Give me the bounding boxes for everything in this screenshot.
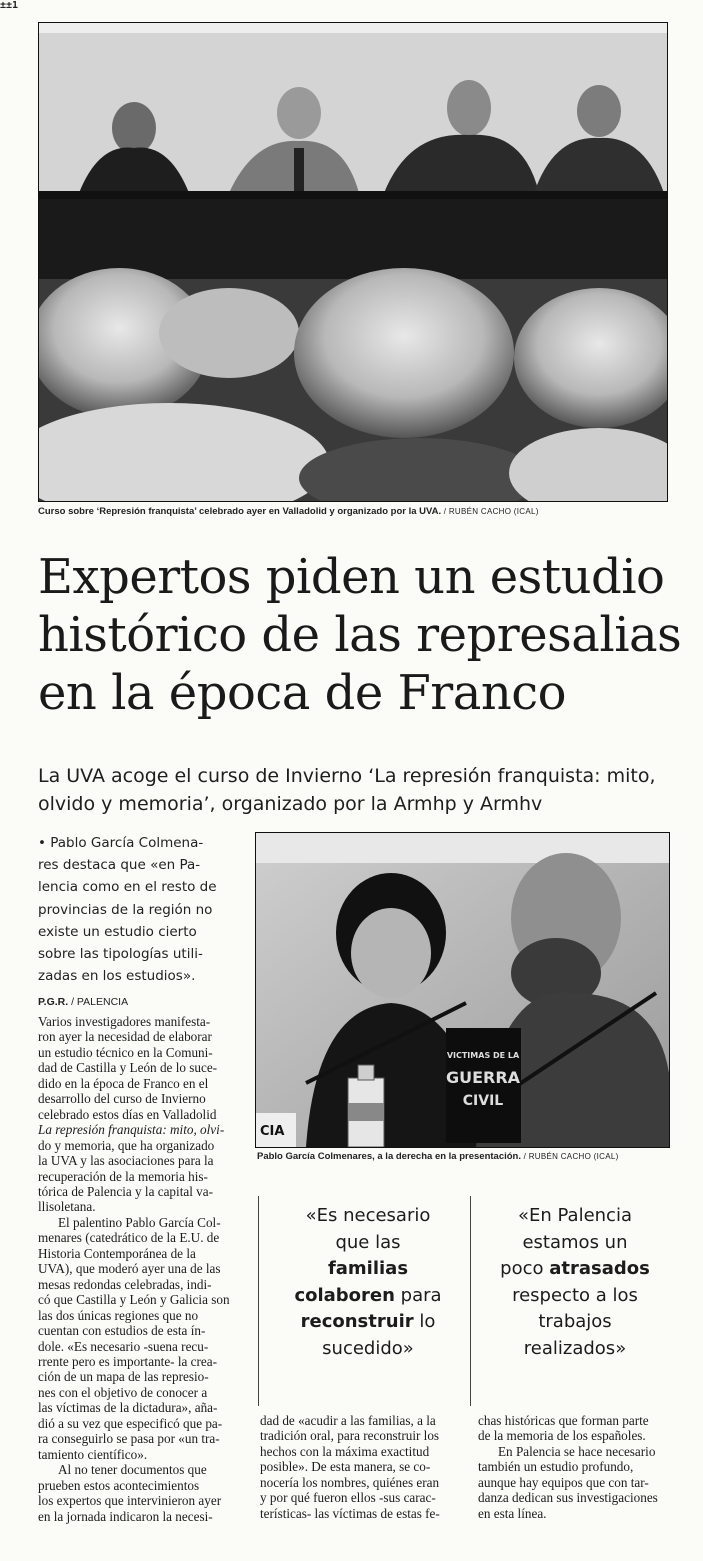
body-line: rrente pero es importante- la crea-	[38, 1353, 218, 1369]
lead-line: res destaca que «en Pa-	[38, 857, 201, 874]
body-line: en esta línea.	[478, 1505, 547, 1521]
body-line: prueben estos acontecimientos	[38, 1477, 200, 1493]
body-line: Varios investigadores manifesta-	[38, 1014, 211, 1029]
byline	[38, 996, 128, 1008]
body-line: La represión franquista: mito, olvi-	[38, 1122, 225, 1138]
subheadline-line: La UVA acoge el curso de Invierno ‘La represión franquista: mito,	[38, 765, 656, 787]
headline-line: en la época de Franco	[38, 665, 567, 721]
body-line: también un estudio profundo,	[478, 1459, 634, 1475]
lead-line: sobre las tipologías utili-	[38, 946, 203, 963]
byline-author: P.G.R.	[38, 996, 69, 1008]
body-line: ción de un mapa de las represio-	[38, 1369, 209, 1385]
pull-quote-text: poco	[500, 1258, 550, 1279]
book-title-text-3: CIVIL	[462, 1093, 504, 1109]
pull-quote-line: respecto a los	[512, 1284, 638, 1306]
top-photo-caption-text: Curso sobre ‘Represión franquista’ celebrado ayer en Valladolid y organizado por la UVA.	[38, 506, 442, 517]
body-line: desarrollo del curso de Invierno	[38, 1091, 206, 1107]
pull-quote-2	[480, 1203, 670, 1362]
pull-quote-line: realizados»	[523, 1337, 627, 1359]
side-photo-caption-text: Pablo García Colmenares, a la derecha en la presentación.	[257, 1151, 522, 1162]
body-line: celebrado estos días en Valladolid	[38, 1106, 217, 1122]
pull-quote-text: lo	[413, 1311, 436, 1332]
banner-text: CIA	[260, 1124, 285, 1139]
page-number-mark: ±±1	[0, 0, 19, 11]
lead-line: • Pablo García Colmena-	[38, 835, 204, 851]
body-line: recuperación de la memoria his-	[38, 1168, 208, 1184]
pull-quote-emphasis: colaboren	[294, 1284, 395, 1306]
body-line: dad de «acudir a las familias, a la	[260, 1413, 436, 1428]
lead-line: existe un estudio cierto	[38, 923, 197, 940]
book-title-text: VICTIMAS DE LA	[446, 1051, 520, 1060]
body-line: danza dedican sus investigaciones	[478, 1490, 658, 1506]
side-photo	[255, 832, 670, 1148]
body-line: nes con el objetivo de conocer a	[38, 1384, 208, 1400]
pull-quote-line: estamos un	[522, 1231, 628, 1253]
body-line: las dos únicas regiones que no	[38, 1307, 199, 1323]
body-column-2	[260, 1413, 460, 1521]
body-line: dole. «Es necesario -suena recu-	[38, 1338, 209, 1354]
book-title-text-2: GUERRA	[445, 1068, 521, 1087]
body-line: y por qué fueron ellos -sus carac-	[260, 1490, 436, 1506]
pull-quote-emphasis: familias	[327, 1258, 409, 1279]
column-divider	[470, 1196, 471, 1406]
body-line: hechos con la máxima exactitud	[260, 1443, 430, 1459]
body-line: menares (catedrático de la E.U. de	[38, 1230, 220, 1246]
pull-quote-text: para	[394, 1284, 442, 1306]
body-line: dad de Castilla y León de lo suce-	[38, 1060, 218, 1076]
body-line: las víctimas de la dictadura», aña-	[38, 1400, 218, 1416]
body-line: mesas redondas celebradas, indi-	[38, 1276, 212, 1292]
body-line: tórica de Palencia y la capital va-	[38, 1183, 214, 1199]
body-line: tamiento científico».	[38, 1446, 148, 1462]
pull-quote-line: «Es necesario	[305, 1205, 431, 1226]
body-line: en la jornada indicaron la necesi-	[38, 1508, 213, 1524]
body-line: la UVA y las asociaciones para la	[38, 1153, 214, 1169]
body-line: posible». De esta manera, se co-	[260, 1459, 431, 1475]
body-column-3	[478, 1413, 667, 1521]
top-photo-caption	[38, 506, 539, 517]
body-line: El palentino Pablo García Col-	[58, 1214, 221, 1230]
headline-line: histórico de las represalias	[38, 607, 682, 663]
conference-panel-illustration	[39, 23, 667, 501]
body-line: ra conseguirlo se pasa por «un tra-	[38, 1431, 220, 1447]
body-line: los expertos que intervinieron ayer	[38, 1493, 222, 1509]
side-photo-credit: / RUBÉN CACHO (ICAL)	[523, 1152, 619, 1161]
pull-quote-1	[272, 1203, 464, 1362]
body-line: chas históricas que forman parte	[478, 1413, 649, 1428]
lead-line: provincias de la región no	[38, 901, 213, 918]
subheadline	[38, 762, 678, 818]
body-line: terísticas- las víctimas de estas fe-	[260, 1505, 440, 1521]
headline	[38, 548, 682, 722]
top-photo	[38, 22, 668, 502]
lead-summary	[38, 832, 246, 987]
pull-quote-emphasis: atrasados	[549, 1258, 650, 1279]
pull-quote-emphasis: reconstruir	[300, 1311, 414, 1332]
subheadline-line: olvido y memoria’, organizado por la Armhp y Armhv	[38, 793, 543, 815]
body-line: dido en la época de Franco en el	[38, 1075, 209, 1091]
body-line: de la memoria de los españoles.	[478, 1428, 646, 1444]
pull-quote-line: trabajos	[538, 1311, 612, 1332]
body-line: cuentan con estudios de esta ín-	[38, 1323, 206, 1339]
headline-line: Expertos piden un estudio	[38, 549, 665, 605]
body-line: UVA), que moderó ayer una de las	[38, 1261, 221, 1277]
body-line: ron ayer la necesidad de elaborar	[38, 1029, 212, 1045]
lead-line: zadas en los estudios».	[38, 968, 196, 985]
pull-quote-line: que las	[335, 1231, 401, 1253]
byline-place: / PALENCIA	[71, 996, 129, 1008]
lead-line: lencia como en el resto de	[38, 879, 217, 896]
presentation-illustration	[256, 833, 669, 1147]
body-line: có que Castilla y León y Galicia son	[38, 1292, 230, 1308]
pull-quote-line: sucedido»	[322, 1337, 414, 1359]
body-line: do y memoria, que ha organizado	[38, 1137, 215, 1153]
body-line: Historia Contemporánea de la	[38, 1245, 196, 1261]
body-column-1	[38, 1014, 247, 1524]
body-line: tradición oral, para reconstruir los	[260, 1428, 440, 1444]
side-photo-caption	[257, 1151, 619, 1162]
body-line: En Palencia se hace necesario	[498, 1443, 656, 1459]
body-line: dió a su vez que especificó que pa-	[38, 1415, 223, 1431]
top-photo-credit: / RUBÉN CACHO (ICAL)	[443, 507, 539, 516]
body-line: aunque hay equipos que con tar-	[478, 1474, 649, 1490]
pull-quote-line: «En Palencia	[517, 1205, 632, 1226]
body-line: Al no tener documentos que	[58, 1462, 207, 1478]
body-line: llisoletana.	[38, 1199, 96, 1215]
body-line: nocería los nombres, quiénes eran	[260, 1474, 440, 1490]
column-divider	[258, 1196, 259, 1406]
body-line: un estudio técnico en la Comuni-	[38, 1044, 213, 1060]
